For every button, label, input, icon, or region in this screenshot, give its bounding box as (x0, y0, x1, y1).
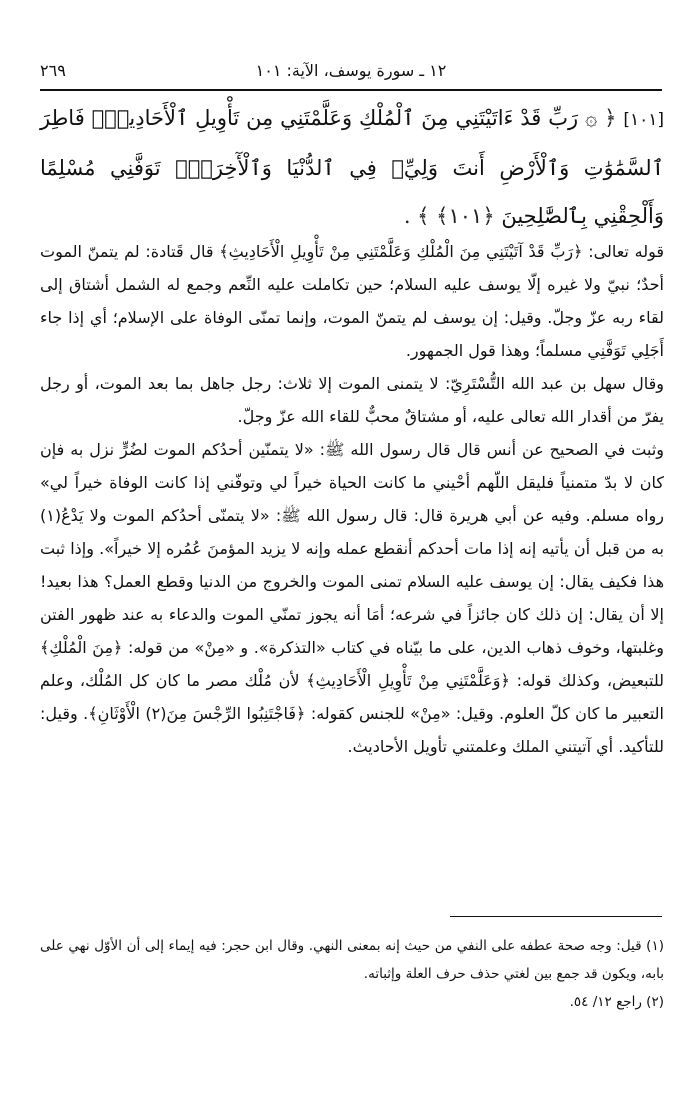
rub-el-hizb-icon: ۞ (584, 106, 598, 130)
commentary-paragraph: وثبت في الصحيح عن أنس قال قال رسول الله ﷺ: «لا يتمنّين أحدُكم الموت لضُرٍّ نزل به فإن كان لا بدّ متمنياً فليقل اللّهم أحْيني ما كانت الحياة خيراً لي وتوفّني إذا كانت الوفاة خيراً لي» رواه مسلم. وفيه عن أبي هريرة قال: قال رسول الله ﷺ: «لا يتمنّى أحدُكم الموت ولا يَدْعُ(١) به من قبل أن يأتيه إنه إذا مات أحدكم أنقطع عمله وإنه لا يزيد المؤمنَ عُمُره إلا خيراً». وإذا ثبت هذا فكيف يقال: إن يوسف عليه السلام تمنى الموت والخروج من الدنيا وقطع العمل؟ هذا بعيد! إلا أن يقال: إن ذلك كان جائزاً في شرعه؛ أمَا أنه يجوز تمنّي الموت والدعاء به عند ظهور الفتن وغلبتها، وخوف ذهاب الدين، على ما بيّناه في كتاب «التذكرة». و «مِنْ» من قوله: ﴿مِنَ الْمُلْكِ﴾ للتبعيض، وكذلك قوله: ﴿وَعَلَّمْتَنِي مِنْ تَأْوِيلِ الْأَحَادِيثِ﴾ لأن مُلْك مصر ما كان كل المُلْك، وعلم التعبير ما كان كلّ العلوم. وقيل: «مِنْ» للجنس كقوله: ﴿فَاجْتَنِبُوا الرِّجْسَ مِنَ(٢) الْأَوْثَانِ﴾. وقيل: للتأكيد. أي آتيتني الملك وعلمتني تأويل الأحاديث. (40, 440, 665, 756)
quran-verse (40, 94, 664, 240)
header-rule (40, 89, 662, 91)
footnotes (40, 932, 664, 1016)
footnote-item: (٢) راجع ١٢/ ٥٤. (569, 994, 664, 1010)
page-header (40, 58, 662, 84)
commentary-paragraph: وقال سهل بن عبد الله التُّسْتَرِيّ: لا يتمنى الموت إلا ثلاث: رجل جاهل بما بعد الموت، أو رجل يفرّ من أقدار الله تعالى عليه، أو مشتاقٌ محبٌّ للقاء الله عزّ وجلّ. (40, 374, 664, 426)
commentary-paragraph: قوله تعالى: ﴿رَبِّ قَدْ آتَيْتَنِي مِنَ الْمُلْكِ وَعَلَّمْتَنِي مِنْ تَأْوِيلِ الْأَحَادِيثِ﴾ قال قَتادة: لم يتمنّ الموت أحدٌ؛ نبيّ ولا غيره إلّا يوسف عليه السلام؛ حين تكاملت عليه النِّعم وجمع له الشمل أشتاق إلى لقاء ربه عزّ وجلّ. وقيل: إن يوسف لم يتمنّ الموت، وإنما تمنّى الوفاة على الإسلام؛ أي إذا جاء أَجَلِي تَوَفَّنِي مسلماً؛ وهذا قول الجمهور. (40, 242, 664, 360)
page-number: ٢٦٩ (40, 61, 66, 80)
verse-close-bracket: ﴾ . (403, 204, 430, 228)
verse-text: رَبِّ قَدْ ءَاتَيْتَنِي مِنَ ٱلْمُلْكِ وَعَلَّمْتَنِي مِن تَأْوِيلِ ٱلْأَحَادِيثِۚ فَاطِرَ ٱلسَّمَٰوَٰتِ وَٱلْأَرْضِ أَنتَ وَلِيِّۦ فِي ٱلدُّنْيَا وَٱلْأٓخِرَةِۖ تَوَفَّنِي مُسْلِمًا وَأَلْحِقْنِي بِٱلصَّٰلِحِينَ (40, 106, 664, 228)
commentary-body (40, 235, 664, 763)
footnote-item: (١) قيل: وجه صحة عطفه على النفي من حيث إنه بمعنى النهي. وقال ابن حجر: فيه إيماء إلى أن الأوّل نهي على بابه، ويكون قد جمع بين لغتي حذف حرف العلة وإثباته. (40, 938, 664, 982)
footnote-separator (450, 916, 662, 917)
verse-open-bracket: ﴿ (604, 106, 617, 130)
verse-number: [١٠١] (623, 110, 664, 130)
ayah-end-marker: ﴿١٠١﴾ (436, 204, 495, 228)
running-title: ١٢ ـ سورة يوسف، الآية: ١٠١ (255, 61, 447, 80)
